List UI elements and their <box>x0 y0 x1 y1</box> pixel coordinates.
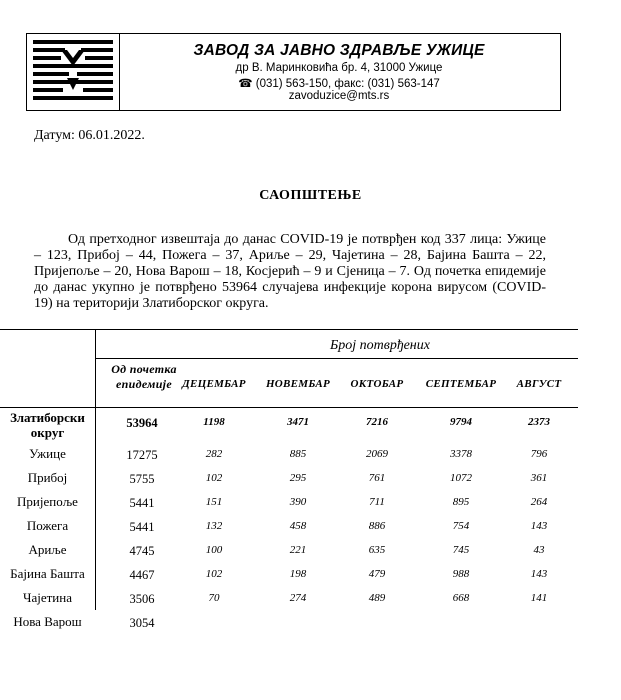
row-label-municipality: Прибој <box>27 470 68 485</box>
org-phone: ☎ (031) 563-150, факс: (031) 563-147 <box>238 78 440 90</box>
table-cell: 1198 <box>203 416 225 428</box>
table-cell: 143 <box>530 568 548 580</box>
table-cell: 7216 <box>366 416 388 428</box>
table-cell: 711 <box>369 496 385 508</box>
table-cell: 2373 <box>528 416 550 428</box>
table-cell: 458 <box>289 520 307 532</box>
table-cell: 143 <box>530 520 548 532</box>
row-label-municipality: Чајетина <box>23 590 72 605</box>
table-cell: 668 <box>452 592 470 604</box>
row-label-municipality: Ужице <box>29 446 66 461</box>
table-subheader-rule <box>0 407 578 408</box>
table-group-header: Број потврђених <box>330 338 430 353</box>
table-cell: 479 <box>368 568 386 580</box>
table-cell: 886 <box>368 520 386 532</box>
table-cell: 151 <box>205 496 223 508</box>
row-label-municipality: Пожега <box>26 518 69 533</box>
table-cell: 2069 <box>366 448 388 460</box>
table-cell: 390 <box>289 496 307 508</box>
table-cell: 274 <box>289 592 307 604</box>
table-cell: 3054 <box>129 616 155 630</box>
table-cell: 885 <box>289 448 307 460</box>
row-label-municipality: Нова Варош <box>13 614 82 629</box>
table-cell: 70 <box>208 592 220 604</box>
row-label-district: Златиборски округ <box>10 410 85 440</box>
org-email: zavoduzice@mts.rs <box>288 90 390 102</box>
table-cell: 17275 <box>126 448 158 462</box>
col-header-august: АВГУСТ <box>516 378 562 390</box>
row-label-municipality: Пријепоље <box>17 494 78 509</box>
table-cell: 100 <box>205 544 223 556</box>
table-cell: 102 <box>205 472 223 484</box>
table-cell: 132 <box>205 520 223 532</box>
org-address: др В. Маринковића бр. 4, 31000 Ужице <box>235 62 443 74</box>
table-cell: 361 <box>530 472 548 484</box>
col-header-september: СЕПТЕМБАР <box>425 378 497 390</box>
announcement-body: Од претходног извештаја до данас COVID-19 је потврђен код 337 лица: Ужице – 123, Прибој – 44, Пожега – 37, Ариље – 29, Чајетина – 28, Бајина Башта – 22, Пријепоље – 20, Нова Варош – 18, Косјерић – 9 и Сјеница – 7. Од почетка епидемије до данас укупно је потврђено 53964 случајева инфекције корона вирусом (COVID-19) на територији Златиборског округа. <box>34 232 546 311</box>
table-cell: 761 <box>368 472 386 484</box>
table-cell: 102 <box>205 568 223 580</box>
table-cell: 264 <box>530 496 548 508</box>
document-date: Датум: 06.01.2022. <box>34 128 145 143</box>
table-header-rule <box>96 358 578 359</box>
table-cell: 221 <box>289 544 307 556</box>
table-cell: 282 <box>205 448 223 460</box>
table-cell: 9794 <box>450 416 472 428</box>
table-cell: 895 <box>452 496 470 508</box>
table-cell: 489 <box>368 592 386 604</box>
table-cell: 3471 <box>287 416 309 428</box>
table-cell: 141 <box>530 592 548 604</box>
col-header-december: ДЕЦЕМБАР <box>182 378 246 390</box>
table-cell: 295 <box>289 472 307 484</box>
table-cell: 4467 <box>129 568 155 582</box>
table-label-divider <box>95 330 96 610</box>
table-cell: 3506 <box>129 592 155 606</box>
table-cell: 4745 <box>129 544 155 558</box>
row-label-municipality: Ариље <box>28 542 67 557</box>
document-title: САОПШТЕЊЕ <box>259 188 362 203</box>
col-header-since-start: Од почетка епидемије <box>111 362 177 391</box>
table-cell: 796 <box>530 448 548 460</box>
letterhead <box>26 33 561 111</box>
col-header-november: НОВЕМБАР <box>265 378 331 390</box>
col-header-october: ОКТОБАР <box>350 378 404 390</box>
table-cell: 1072 <box>450 472 472 484</box>
table-cell: 3378 <box>450 448 472 460</box>
table-cell: 5441 <box>129 496 155 510</box>
table-cell: 5441 <box>129 520 155 534</box>
logo-cell <box>27 34 120 110</box>
table-cell: 988 <box>452 568 470 580</box>
table-top-rule <box>0 329 578 330</box>
table-cell: 198 <box>289 568 307 580</box>
table-cell: 53964 <box>126 416 158 430</box>
org-name: ЗАВОД ЗА ЈАВНО ЗДРАВЉЕ УЖИЦЕ <box>193 42 485 59</box>
table-cell: 635 <box>368 544 386 556</box>
row-label-municipality: Бајина Башта <box>10 566 85 581</box>
table-cell: 754 <box>452 520 470 532</box>
table-cell: 43 <box>533 544 545 556</box>
institute-logo-icon <box>31 38 115 106</box>
table-cell: 745 <box>452 544 470 556</box>
table-cell: 5755 <box>129 472 155 486</box>
